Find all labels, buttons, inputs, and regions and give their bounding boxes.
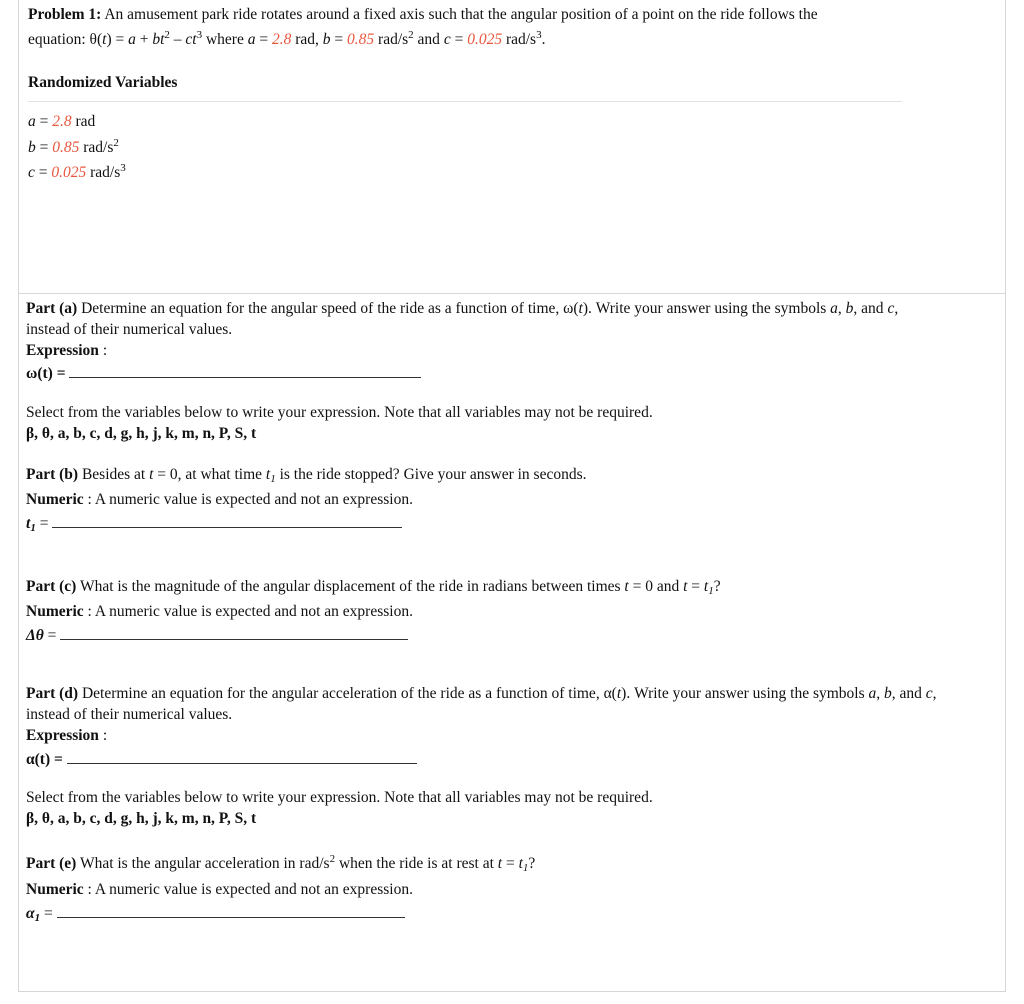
value-a: 2.8 xyxy=(271,31,292,48)
value-c: 0.025 xyxy=(467,31,503,48)
part-e-answer: $\alpha_1$ = xyxy=(26,903,405,923)
part-b-question: Part (b) Besides at t = 0, at what time $t_1$ is the ride stopped? Give your answer in seconds. xyxy=(26,466,587,485)
select-vars-d-note: Select from the variables below to write your expression. Note that all variables may not be required. xyxy=(26,789,653,806)
part-e-question: Part (e) What is the angular acceleration in rad/$s^2$ when the ride is at rest at $t = t_1$? xyxy=(26,853,536,874)
part-b-kind: Numeric : A numeric value is expected and not an expression. xyxy=(26,491,413,508)
select-vars-a-list: β, θ, a, b, c, d, g, h, j, k, m, n, P, S, t xyxy=(26,425,257,442)
part-a-answer-input[interactable] xyxy=(69,363,421,378)
part-c-answer: Δθ = xyxy=(26,625,408,645)
part-d-question-cont: instead of their numerical values. xyxy=(26,706,233,723)
random-var-a: a = 2.8 rad xyxy=(28,113,96,130)
part-d-question: Part (d) Determine an equation for the angular acceleration of the ride as a function of time, α(t). Write your answer using the symbols a, b, and c, xyxy=(26,685,937,702)
part-c-kind: Numeric : A numeric value is expected and not an expression. xyxy=(26,603,413,620)
problem-label: Problem 1: xyxy=(28,6,102,23)
part-b-answer: $t_1$ = xyxy=(26,513,402,533)
select-vars-a-note: Select from the variables below to write your expression. Note that all variables may not be required. xyxy=(26,404,653,421)
randomized-heading: Randomized Variables xyxy=(28,74,178,91)
part-a-question-cont: instead of their numerical values. xyxy=(26,321,233,338)
part-c-answer-input[interactable] xyxy=(60,625,408,640)
random-var-b: b = 0.85 rad/$s^2$ xyxy=(28,137,119,156)
part-d-kind: Expression : xyxy=(26,727,108,744)
part-a-question: Part (a) Determine an equation for the angular speed of the ride as a function of time, ω(t). Write your answer using the symbols a, b, and c, xyxy=(26,300,899,317)
part-e-kind: Numeric : A numeric value is expected and not an expression. xyxy=(26,881,413,898)
part-b-answer-input[interactable] xyxy=(52,513,402,528)
part-d-answer: α(t) = xyxy=(26,749,417,769)
random-var-c: c = 0.025 rad/$s^3$ xyxy=(28,162,126,181)
part-a-answer: ω(t) = xyxy=(26,363,421,383)
value-b: 0.85 xyxy=(347,31,375,48)
problem-statement-line2: equation: $\theta(t) = a + bt^2 - ct^3$ where a = 2.8 rad, b = 0.85 rad/$s^2$ and c = 0.025 rad/$s^3$. xyxy=(28,29,546,48)
problem-text1: An amusement park ride rotates around a fixed axis such that the angular position of a point on the ride follows the xyxy=(104,6,818,23)
part-c-question: Part (c) What is the magnitude of the angular displacement of the ride in radians between times t = 0 and $t = t_1$? xyxy=(26,578,721,597)
part-d-answer-input[interactable] xyxy=(67,749,417,764)
part-e-answer-input[interactable] xyxy=(57,903,405,918)
problem-statement-line1 xyxy=(28,6,818,24)
part-a-kind: Expression : xyxy=(26,342,108,359)
divider xyxy=(28,101,902,102)
select-vars-d-list: β, θ, a, b, c, d, g, h, j, k, m, n, P, S, t xyxy=(26,810,257,827)
